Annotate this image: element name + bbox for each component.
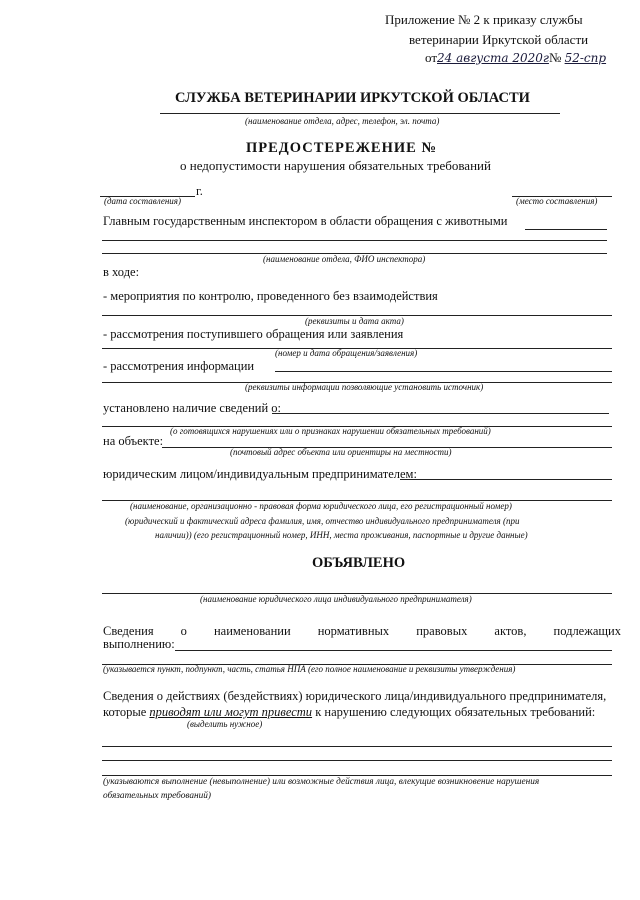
actions-caption-1: (указываются выполнение (невыполнение) или возможные действия лица, влекущие возникновение нарушения bbox=[103, 777, 540, 787]
inspector-text: Главным государственным инспектором в области обращения с животными bbox=[103, 214, 508, 228]
entity-line-a bbox=[400, 479, 612, 480]
entity-caption-1: (наименование, организационно - правовая форма юридического лица, его регистрационный номер) bbox=[130, 501, 512, 511]
established-line-a bbox=[272, 413, 609, 414]
info-line-2: выполнению: bbox=[103, 637, 175, 651]
info-line-a bbox=[175, 650, 612, 651]
doc-subtitle: о недопустимости нарушения обязательных требований bbox=[180, 158, 491, 173]
info-word: наименовании bbox=[213, 624, 291, 638]
course-item-2-caption: (номер и дата обращения/заявления) bbox=[275, 348, 418, 358]
info-caption: (указывается пункт, подпункт, часть, статья НПА (его полное наименование и реквизиты утверждения) bbox=[103, 664, 516, 674]
course-item-3-caption: (реквизиты информации позволяющие установить источник) bbox=[245, 382, 484, 392]
place-caption: (место составления) bbox=[516, 196, 598, 206]
entity-caption-3: наличии)) (его регистрационный номер, ИНН, места проживания, паспортные и другие данные) bbox=[155, 530, 528, 540]
order-date-handwritten: 24 августа 2020г bbox=[437, 51, 549, 65]
date-caption: (дата составления) bbox=[104, 196, 181, 206]
actions-line-2 bbox=[103, 705, 595, 720]
from-label: от bbox=[425, 50, 438, 65]
info-line-1 bbox=[103, 624, 621, 639]
established-caption: (о готовящихся нарушениях или о признаках нарушении обязательных требований) bbox=[170, 426, 491, 436]
year-suffix: г. bbox=[196, 184, 203, 198]
info-word: нормативных bbox=[317, 624, 390, 638]
info-word: о bbox=[180, 624, 187, 638]
appendix-line-2: ветеринарии Иркутской области bbox=[409, 32, 589, 47]
object-label: на объекте: bbox=[103, 434, 164, 448]
object-caption: (почтовый адрес объекта или ориентиры на местности) bbox=[230, 447, 452, 457]
actions-line-b bbox=[102, 760, 612, 761]
course-item-3-line-a bbox=[275, 371, 612, 372]
actions-requirements: к нарушению следующих обязательных требований: bbox=[315, 705, 596, 719]
course-item-2: - рассмотрения поступившего обращения или заявления bbox=[103, 327, 404, 341]
inspector-caption: (наименование отдела, ФИО инспектора) bbox=[263, 254, 426, 264]
info-word: подлежащих bbox=[553, 624, 621, 638]
course-item-1-caption: (реквизиты и дата акта) bbox=[305, 316, 404, 326]
actions-caption-2: обязательных требований) bbox=[103, 791, 212, 801]
select-caption: (выделить нужное) bbox=[187, 719, 263, 729]
actions-lead-to: приводят или могут привести bbox=[149, 705, 313, 719]
entity-label: юридическим лицом/индивидуальным предпринимателем: bbox=[103, 467, 417, 481]
actions-which: которые bbox=[103, 705, 147, 719]
announced-title: ОБЪЯВЛЕНО bbox=[312, 555, 406, 571]
info-word: правовых bbox=[416, 624, 468, 638]
org-caption: (наименование отдела, адрес, телефон, эл. почта) bbox=[245, 116, 440, 126]
course-label: в ходе: bbox=[103, 265, 140, 279]
info-word: актов, bbox=[494, 624, 527, 638]
course-item-1: - мероприятия по контролю, проведенного без взаимодействия bbox=[103, 289, 438, 303]
inspector-line-2 bbox=[102, 240, 607, 241]
org-title: СЛУЖБА ВЕТЕРИНАРИИ ИРКУТСКОЙ ОБЛАСТИ bbox=[175, 90, 530, 106]
org-line bbox=[160, 113, 560, 114]
actions-line-c bbox=[102, 775, 612, 776]
inspector-line-1 bbox=[525, 229, 607, 230]
order-ref bbox=[425, 50, 606, 66]
actions-line-a bbox=[102, 746, 612, 747]
number-label: № bbox=[548, 50, 562, 65]
info-word: Сведения bbox=[103, 624, 154, 638]
entity-caption-2: (юридический и фактический адреса фамилия, имя, отчество индивидуального предпринимателя (при bbox=[125, 516, 520, 526]
actions-line-1: Сведения о действиях (бездействиях) юридического лица/индивидуального предпринимателя, bbox=[103, 689, 607, 703]
established-text: установлено наличие сведений о: bbox=[103, 401, 281, 415]
course-item-3: - рассмотрения информации bbox=[103, 359, 255, 373]
doc-title: ПРЕДОСТЕРЕЖЕНИЕ № bbox=[246, 140, 438, 156]
order-number-handwritten: 52-спр bbox=[564, 51, 607, 65]
appendix-line-1: Приложение № 2 к приказу службы bbox=[385, 12, 583, 27]
announced-caption: (наименование юридического лица индивидуального предпринимателя) bbox=[200, 594, 472, 604]
